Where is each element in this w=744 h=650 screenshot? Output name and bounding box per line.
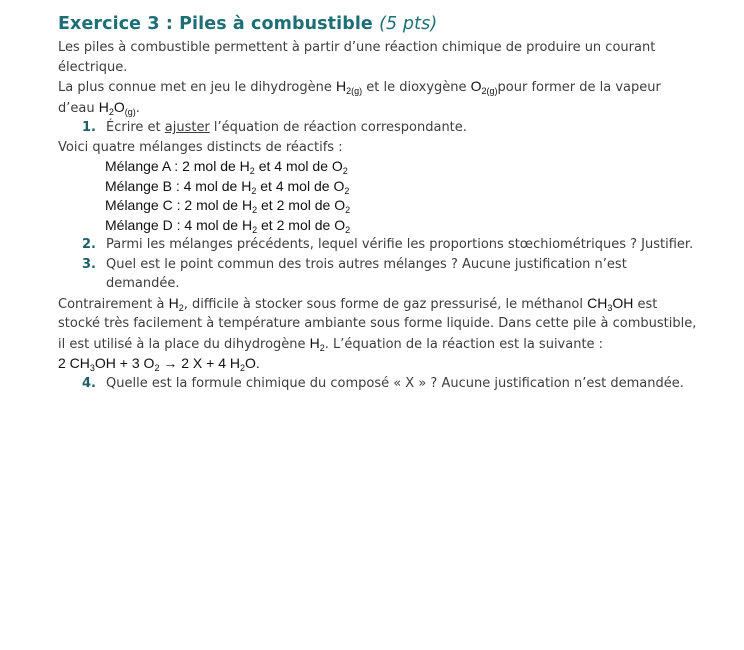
formula-h2: $H_2$	[168, 294, 184, 313]
formula-h2-gas: $H_{2(g)}$	[335, 78, 363, 96]
methanol-paragraph: Contrairement à $H_2$, difficile à stocker sous forme de gaz pressurisé, le méthanol $CH_3OH$ est stocké très facilement à température ambiante sous forme liquide. Dans cette pile à combustible, il est utilisé à la place du dihydrogène $H_2$. L’équation de la réaction est la suivante :	[58, 294, 697, 353]
question-text: Parmi les mélanges précédents, lequel vérifie les proportions stœchiométriques ? Justifier.	[106, 237, 694, 252]
question-number: 3.	[82, 256, 96, 272]
question-1: 1. Écrire et ajuster l’équation de réaction correspondante.	[58, 118, 698, 138]
exercise-points: (5 pts)	[379, 14, 438, 34]
reaction-text-1: La plus connue met en jeu le dihydrogène	[58, 80, 336, 95]
formula-h2o-gas: $H_2O_{(g)}$	[98, 98, 136, 117]
question-text: Quel est le point commun des trois autres mélanges ? Aucune justification n’est demandée.	[106, 256, 627, 291]
mixtures-intro: Voici quatre mélanges distincts de réactifs :	[58, 139, 343, 155]
question-text: Quelle est la formule chimique du composé « X » ? Aucune justification n’est demandée.	[106, 375, 684, 391]
question-4	[58, 374, 698, 394]
formula-ch3oh: $CH_3OH$	[587, 294, 634, 313]
formula-o2-gas: $O_{2(g)}$	[470, 78, 498, 96]
reaction-text-3: pour former de la vapeur d’eau	[58, 80, 661, 116]
question-2	[58, 235, 698, 255]
mixtures-list	[58, 157, 698, 235]
mixture-item: Mélange C : 2 mol de $H_2$ et 2 mol de $O_2$	[105, 197, 351, 215]
mixture-item: Mélange A : 2 mol de $H_2$ et 4 mol de $O_2$	[105, 158, 348, 176]
exercise-page	[58, 14, 698, 393]
reaction-equation: 2 $CH_3OH + 3$ $O_2 \to 2$ X + 4 $H_2O$.	[58, 355, 260, 373]
reaction-text-2: et le dioxygène	[362, 80, 471, 95]
mixture-item: Mélange B : 4 mol de $H_2$ et 4 mol de $O_2$	[105, 177, 350, 196]
reaction-paragraph: La plus connue met en jeu le dihydrogène $H_{2(g)}$ et le dioxygène $O_{2(g)}pour$ former de la vapeur d’eau $H_2O_{(g)}$.	[58, 78, 661, 117]
exercise-title-text: Exercice 3 : Piles à combustible	[58, 14, 373, 34]
question-number: 2.	[82, 237, 96, 252]
question-number: 4.	[82, 375, 96, 391]
mixture-item: Mélange D : 4 mol de $H_2$ et 2 mol de $O_2$	[105, 216, 351, 235]
underlined-word: ajuster	[164, 120, 210, 135]
question-number: 1.	[82, 120, 96, 135]
question-3	[58, 255, 698, 294]
exercise-title	[58, 14, 698, 34]
formula-h2: $H_2$	[309, 334, 325, 353]
intro-paragraph: Les piles à combustible permettent à partir d’une réaction chimique de produire un courant électrique.	[58, 40, 656, 75]
